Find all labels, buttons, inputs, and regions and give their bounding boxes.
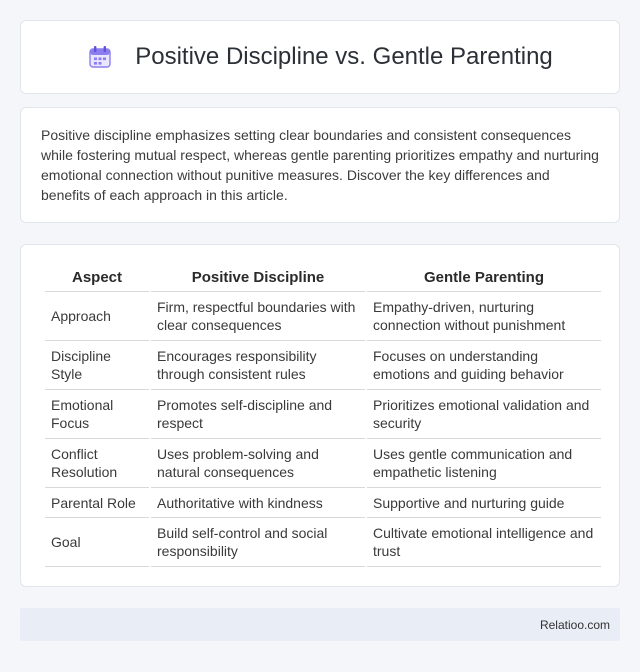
gentle-parenting-cell: Cultivate emotional intelligence and trust bbox=[367, 518, 601, 567]
table-row bbox=[45, 439, 601, 488]
aspect-cell: Emotional Focus bbox=[45, 390, 149, 439]
table-row bbox=[45, 292, 601, 341]
table-row bbox=[45, 488, 601, 518]
header-gentle-parenting: Gentle Parenting bbox=[367, 264, 601, 292]
footer-brand-link[interactable]: Relatioo.com bbox=[539, 618, 610, 632]
intro-text: Positive discipline emphasizes setting clear boundaries and consistent consequences while fostering mutual respect, whereas gentle parenting prioritizes empathy and nurturing emotional connection without punitive measures. Discover the key differences and benefits of each approach in this article. bbox=[41, 127, 599, 203]
comparison-table-card bbox=[20, 244, 620, 587]
title-row bbox=[87, 43, 553, 71]
header-positive-discipline: Positive Discipline bbox=[151, 264, 365, 292]
positive-discipline-cell: Authoritative with kindness bbox=[151, 488, 365, 518]
positive-discipline-cell: Firm, respectful boundaries with clear consequences bbox=[151, 292, 365, 341]
aspect-cell: Discipline Style bbox=[45, 341, 149, 390]
header-aspect: Aspect bbox=[45, 264, 149, 292]
gentle-parenting-cell: Focuses on understanding emotions and guiding behavior bbox=[367, 341, 601, 390]
positive-discipline-cell: Uses problem-solving and natural consequences bbox=[151, 439, 365, 488]
positive-discipline-cell: Build self-control and social responsibility bbox=[151, 518, 365, 567]
gentle-parenting-cell: Prioritizes emotional validation and security bbox=[367, 390, 601, 439]
intro-card bbox=[20, 107, 620, 223]
title-card bbox=[20, 20, 620, 94]
table-row bbox=[45, 390, 601, 439]
gentle-parenting-cell: Supportive and nurturing guide bbox=[367, 488, 601, 518]
table-row bbox=[45, 341, 601, 390]
gentle-parenting-cell: Empathy-driven, nurturing connection without punishment bbox=[367, 292, 601, 341]
aspect-cell: Goal bbox=[45, 518, 149, 567]
positive-discipline-cell: Encourages responsibility through consistent rules bbox=[151, 341, 365, 390]
comparison-table bbox=[43, 264, 603, 567]
aspect-cell: Conflict Resolution bbox=[45, 439, 149, 488]
table-row bbox=[45, 518, 601, 567]
aspect-cell: Approach bbox=[45, 292, 149, 341]
positive-discipline-cell: Promotes self-discipline and respect bbox=[151, 390, 365, 439]
calendar-icon bbox=[87, 44, 113, 70]
page-title: Positive Discipline vs. Gentle Parenting bbox=[135, 43, 553, 70]
gentle-parenting-cell: Uses gentle communication and empathetic listening bbox=[367, 439, 601, 488]
aspect-cell: Parental Role bbox=[45, 488, 149, 518]
footer bbox=[20, 608, 620, 641]
table-header-row bbox=[45, 264, 601, 292]
